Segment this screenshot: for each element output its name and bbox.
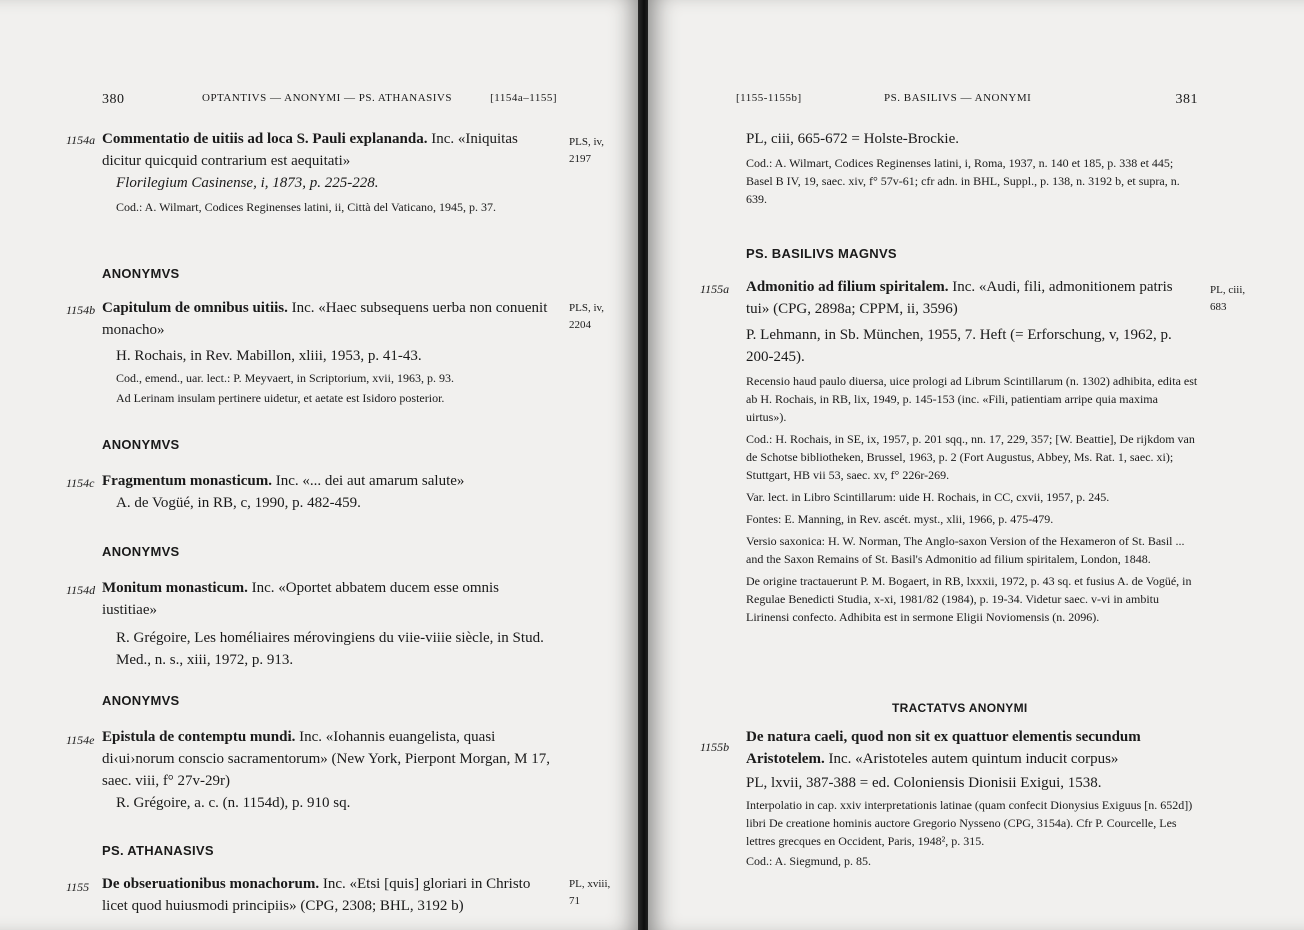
section-heading: ANONYMVS xyxy=(102,437,180,452)
entry-codices: Cod., emend., uar. lect.: P. Meyvaert, in Scriptorium, xvii, 1963, p. 93. xyxy=(116,371,454,385)
entry-incipit: Inc. «Iniquitas dicitur quicquid contrarium est aequitati» xyxy=(102,131,518,169)
entry-codices: Cod.: H. Rochais, in SE, ix, 1957, p. 201 sqq., nn. 17, 229, 357; [W. Beattie], De rijkdom van de Schotse bibliotheken, Brussel, 1963, p. 2 (Fort Augustus, Abbey, Ms. Rat. 1, saec. xi); Stuttgart, HB vii 53, saec. xv, f° 226r-269. xyxy=(746,432,1195,482)
entry-title: Capitulum de omnibus uitiis. xyxy=(102,300,288,316)
entry-edition: R. Grégoire, Les homéliaires mérovingiens du viie-viiie siècle, in Stud. Med., n. s., xiii, 1972, p. 913. xyxy=(116,630,544,668)
entry-note: Ad Lerinam insulam pertinere uidetur, et aetate est Isidoro posterior. xyxy=(116,391,445,405)
entry-recensio: Recensio haud paulo diuersa, uice prologi ad Librum Scintillarum (n. 1302) adhibita, edita est ab H. Rochais, in RB, lix, 1949, p. 145-153 (inc. «Fili, patientiam arripe quia maxima uirtus»). xyxy=(746,374,1198,424)
entry-number: 1155a xyxy=(700,282,730,296)
left-running-title: OPTANTIVS — ANONYMI — PS. ATHANASIVS xyxy=(202,92,452,104)
entry-number: 1154e xyxy=(66,733,95,747)
entry-incipit: Inc. «Audi, fili, admonitionem patris tui» (CPG, 2898a; CPPM, ii, 3596) xyxy=(746,279,1173,317)
left-page xyxy=(0,0,640,930)
entry-number: 1155 xyxy=(66,880,90,894)
entry-1155b xyxy=(746,726,1198,870)
right-page-number: 381 xyxy=(1175,92,1198,107)
entry-origin: De origine tractauerunt P. M. Bogaert, in RB, lxxxii, 1972, p. 43 sq. et fusius A. de Vogüé, in Regulae Benedicti Studia, x-xi, 1981/82 (1984), p. 19-34. Videtur saec. v-vi in ambitu Lirinensi confecto. Adhibita est in sermone Eligii Noviomensis (n. 2096). xyxy=(746,574,1192,624)
entry-edition: PL, lxvii, 387-388 = ed. Coloniensis Dionisii Exigui, 1538. xyxy=(746,775,1102,791)
entry-number: 1154a xyxy=(66,133,96,147)
right-range: [1155-1155b] xyxy=(736,92,802,104)
entry-incipit: Inc. «Haec subsequens uerba non conuenit monacho» xyxy=(102,300,548,338)
entry-incipit: Inc. «... dei aut amarum salute» xyxy=(271,473,465,489)
entry-title: De natura caeli, quod non sit ex quattuor elementis secundum Aristotelem. xyxy=(746,729,1141,767)
entry-1154e xyxy=(102,726,557,814)
entry-number: 1154d xyxy=(66,583,96,597)
right-running-head xyxy=(736,92,1198,107)
side-reference: PL, ciii, 683 xyxy=(1210,284,1246,313)
section-heading: TRACTATVS ANONYMI xyxy=(892,701,1028,715)
entry-1154b xyxy=(102,297,557,407)
entry-title: Fragmentum monasticum. xyxy=(102,473,272,489)
entry-number: 1155b xyxy=(700,740,730,754)
entry-variant-readings: Var. lect. in Libro Scintillarum: uide H. Rochais, in CC, cxvii, 1957, p. 245. xyxy=(746,490,1110,504)
section-heading: PS. ATHANASIVS xyxy=(102,843,214,858)
right-page xyxy=(648,0,1304,930)
entry-number: 1154b xyxy=(66,303,96,317)
entry-1154c xyxy=(102,470,557,514)
entry-version: Versio saxonica: H. W. Norman, The Anglo-saxon Version of the Hexameron of St. Basil ... and the Saxon Remains of St. Basil's Admonitio ad filium spiritalem, London, 1848. xyxy=(746,534,1185,566)
entry-1155a xyxy=(746,276,1198,626)
continuation-pl: PL, ciii, 665-672 = Holste-Brockie. xyxy=(746,131,960,147)
left-running-head xyxy=(102,92,557,108)
continuation-codices: Cod.: A. Wilmart, Codices Reginenses latini, i, Roma, 1937, n. 140 et 185, p. 338 et 445; Basel B IV, 19, saec. xiv, f° 57v-61; cfr adn. in BHL, Suppl., p. 138, n. 3192 b, et supra, n. 639. xyxy=(746,156,1180,206)
section-heading: PS. BASILIVS MAGNVS xyxy=(746,246,897,261)
entry-incipit: Inc. «Iohannis euangelista, quasi di‹ui›norum conscio sacramentorum» (New York, Pierpont Morgan, M 17, saec. viii, f° 27v-29r) xyxy=(102,729,550,789)
entry-sources: Fontes: E. Manning, in Rev. ascét. myst., xlii, 1966, p. 475-479. xyxy=(746,512,1054,526)
side-reference: PLS, iv, 2197 xyxy=(569,136,605,165)
entry-codices: Cod.: A. Wilmart, Codices Reginenses latini, ii, Città del Vaticano, 1945, p. 37. xyxy=(116,200,497,214)
entry-1155 xyxy=(102,873,557,917)
entry-title: Epistula de contemptu mundi. xyxy=(102,729,296,745)
entry-edition: H. Rochais, in Rev. Mabillon, xliii, 1953, p. 41-43. xyxy=(116,348,422,364)
continuation-block xyxy=(746,128,1198,208)
entry-title: De obseruationibus monachorum. xyxy=(102,876,320,892)
side-reference: PL, xviii, 71 xyxy=(569,878,611,907)
left-page-number: 380 xyxy=(102,92,125,107)
right-running-title: PS. BASILIVS — ANONYMI xyxy=(884,92,1032,104)
entry-interpolation: Interpolatio in cap. xxiv interpretationis latinae (quam confecit Dionysius Exiguus [n. 652d]) libri De creatione hominis auctore Gregorio Nysseno (CPG, 3154a). Cfr P. Courcelle, Les lettres grecques en Occident, Paris, 1948², p. 315. xyxy=(746,798,1193,848)
entry-number: 1154c xyxy=(66,476,95,490)
entry-title: Admonitio ad filium spiritalem. xyxy=(746,279,949,295)
entry-edition: A. de Vogüé, in RB, c, 1990, p. 482-459. xyxy=(116,495,361,511)
side-reference: PLS, iv, 2204 xyxy=(569,302,605,331)
entry-edition: Florilegium Casinense, i, 1873, p. 225-228. xyxy=(116,175,379,191)
entry-edition: P. Lehmann, in Sb. München, 1955, 7. Heft (= Erforschung, v, 1962, p. 200-245). xyxy=(746,327,1172,365)
entry-1154d xyxy=(102,577,557,671)
section-heading: ANONYMVS xyxy=(102,693,180,708)
entry-incipit: Inc. «Aristoteles autem quintum inducit corpus» xyxy=(824,751,1119,767)
entry-incipit: Inc. «Oportet abbatem ducem esse omnis iustitiae» xyxy=(102,580,500,618)
left-range: [1154a–1155] xyxy=(490,92,557,104)
entry-incipit: Inc. «Etsi [quis] gloriari in Christo licet quod huiusmodi principiis» (CPG, 2308; BHL, 3192 b) xyxy=(102,876,531,914)
section-heading: ANONYMVS xyxy=(102,266,180,281)
entry-title: Monitum monasticum. xyxy=(102,580,248,596)
entry-1154a xyxy=(102,128,557,216)
section-heading: ANONYMVS xyxy=(102,544,180,559)
entry-codices: Cod.: A. Siegmund, p. 85. xyxy=(746,854,872,868)
entry-edition: R. Grégoire, a. c. (n. 1154d), p. 910 sq. xyxy=(116,795,351,811)
entry-title: Commentatio de uitiis ad loca S. Pauli explananda. xyxy=(102,131,428,147)
